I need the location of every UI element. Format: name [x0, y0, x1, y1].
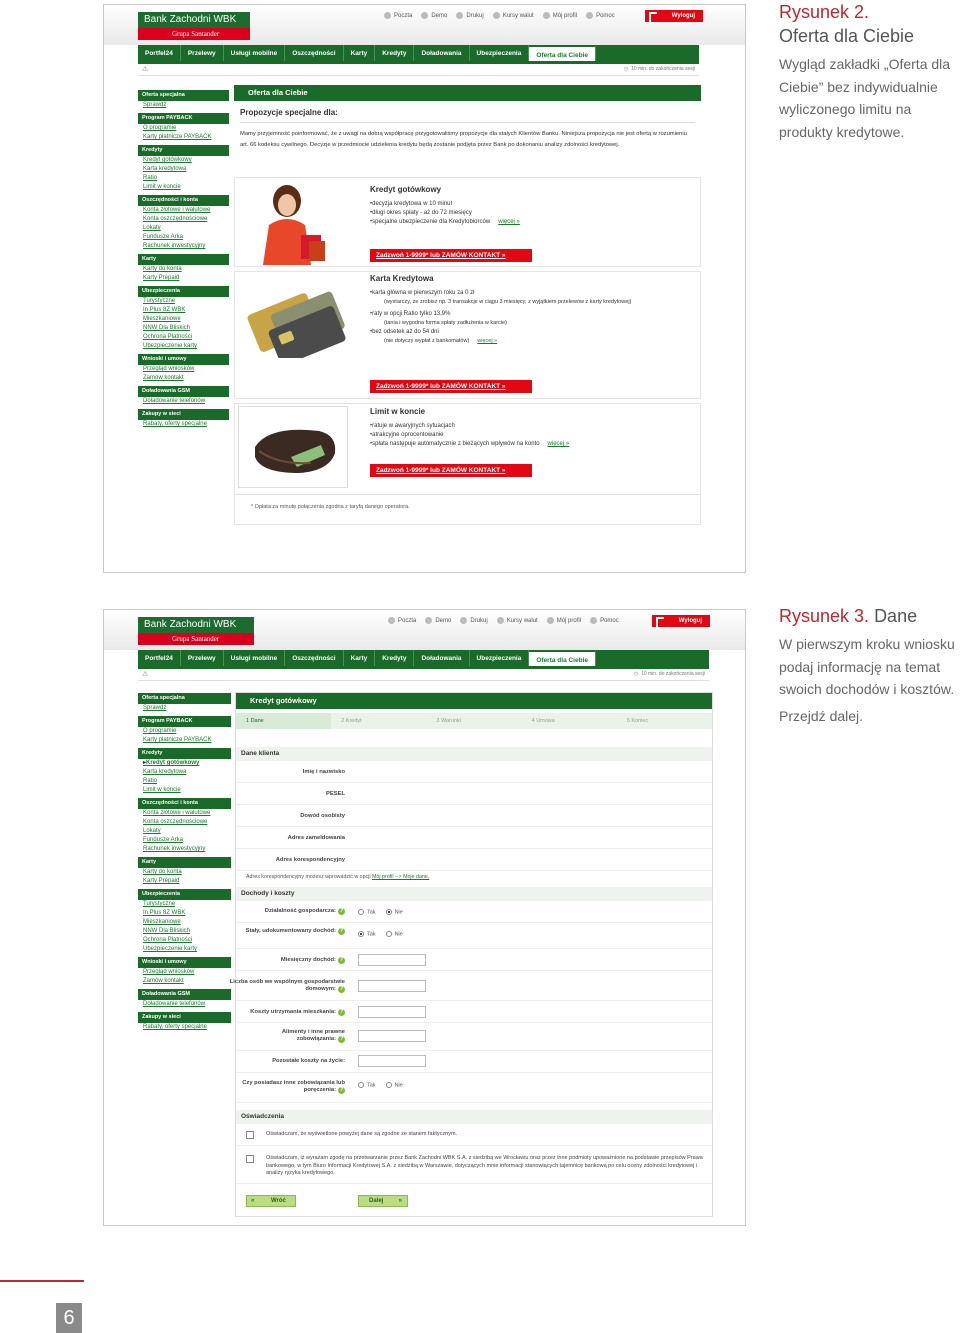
step-kredyt: 2 Kredyt	[341, 718, 362, 724]
sidebar-link[interactable]: Zamów kontakt	[143, 375, 184, 381]
form-header: Kredyt gotówkowy	[236, 693, 712, 709]
help-icon	[590, 617, 597, 624]
sidebar-link[interactable]: Mieszkaniowe	[143, 316, 181, 322]
footnote-box	[234, 495, 701, 525]
sidebar-link[interactable]: Ubezpieczenie karty	[143, 343, 198, 349]
form-row	[236, 1150, 712, 1184]
sidebar-header[interactable]: Ubezpieczenia	[138, 286, 229, 297]
mail-icon	[384, 12, 391, 19]
radio-no[interactable]	[386, 931, 392, 937]
product-bullets	[370, 289, 690, 346]
product-card	[234, 177, 701, 267]
caption-text: W pierwszym kroku wniosku podaj informację na temat swoich dochodów i kosztów.	[779, 636, 955, 697]
print-icon	[460, 617, 467, 624]
correspondence-note: Adres korespondencyjny możesz wprowadzić w opcji Mój profil --> Moje dane.	[246, 874, 430, 880]
sidebar-header[interactable]: Karty	[138, 857, 231, 868]
top-link-demo[interactable]: Demo	[421, 12, 447, 19]
sidebar-link[interactable]: NNW Dla Bliskich	[143, 928, 191, 934]
product-title: Kredyt gotówkowy	[370, 185, 442, 194]
tab-portfel24[interactable]: Portfel24	[138, 650, 181, 666]
sidebar-link[interactable]: Lokaty	[143, 225, 161, 231]
offer-subheader	[240, 108, 695, 151]
product-content	[370, 185, 690, 259]
footnote: * Opłata za minutę połączenia zgodna z taryfą danego operatora.	[251, 504, 410, 510]
sidebar-link[interactable]: Fundusze Arka	[143, 837, 184, 843]
session-timer: ◷ 10 min. do zakończenia sesji	[634, 671, 705, 677]
consent-text: Oświadczam, iż wyrażam zgodę na przetwarzanie przez Bank Zachodni WBK S.A. z siedzibą we Wrocławiu oraz przez inne podmioty upoważnione na podstawie przepisów Prawa bankowego, w tym Biuro Informacji Kredytowej S.A. z siedzibą w Warszawie, dotyczących mnie informacji stanowiących tajemnicę bankową po celu oceny zdolności kredytowej i analizy ryzyka kredytowego.	[266, 1155, 703, 1176]
sidebar-header[interactable]: Oferta specjalna	[138, 693, 231, 704]
bank-group: Grupa Santander	[138, 633, 254, 645]
caption-text-2: Przejdź dalej.	[779, 707, 864, 724]
alimony-label: Alimenty i inne prawne zobowiązania: ?	[281, 1029, 345, 1042]
top-link-mail[interactable]: Poczta	[384, 12, 412, 19]
declaration-checkbox[interactable]	[246, 1131, 254, 1139]
top-link-profile[interactable]: Mój profil	[543, 12, 577, 19]
product-card	[234, 403, 701, 495]
top-link-demo[interactable]: Demo	[425, 617, 451, 624]
sidebar-header[interactable]: Oszczędności i konta	[138, 195, 229, 206]
pesel-label: PESEL	[325, 791, 345, 797]
help-icon	[586, 12, 593, 19]
household-label: Liczba osób we wspólnym gospodarstwie domowym: ?	[229, 979, 345, 992]
main-tabs	[138, 45, 699, 64]
gear-icon	[543, 12, 550, 19]
tab-uslugi-mobilne[interactable]: Usługi mobilne	[224, 45, 286, 61]
sidebar-link[interactable]: Konta oszczędnościowe	[143, 819, 208, 825]
sidebar-header[interactable]: Ubezpieczenia	[138, 889, 231, 900]
sidebar-link[interactable]: Przegląd wniosków	[143, 969, 195, 975]
gear-icon	[547, 617, 554, 624]
product-bullet: • ratuje w awaryjnych sytuacjach	[370, 422, 690, 431]
sidebar-link[interactable]: Turystyczne	[143, 901, 176, 907]
radio-yes[interactable]	[358, 931, 364, 937]
form-row	[236, 1023, 712, 1051]
bank-name: Bank Zachodni WBK	[138, 12, 250, 28]
profile-link[interactable]: Mój profil --> Moje dane.	[372, 874, 430, 880]
sidebar-link[interactable]: Konta złotowe i walutowe	[143, 207, 211, 213]
warning-icon: ⚠	[142, 671, 149, 678]
next-button[interactable]: Dalej »	[358, 1195, 408, 1207]
sidebar-link[interactable]: Sprawdź	[143, 705, 167, 711]
tab-karty[interactable]: Karty	[344, 45, 376, 61]
help-icon[interactable]: ?	[339, 1009, 344, 1015]
main-tabs	[138, 650, 709, 669]
correspondence-label: Adres korespondencyjny	[275, 857, 345, 863]
other-costs-input[interactable]	[358, 1055, 426, 1067]
sidebar-link[interactable]: Konta oszczędnościowe	[143, 216, 208, 222]
caption-title: Oferta dla Ciebie	[779, 26, 915, 46]
sidebar-link[interactable]: Przegląd wniosków	[143, 366, 195, 372]
sidebar-link[interactable]: In Plus 8Z WBK	[143, 910, 186, 916]
sidebar-link[interactable]: Ubezpieczenie karty	[143, 946, 198, 952]
sidebar-header[interactable]: Doładowania GSM	[138, 386, 229, 397]
product-bullet: • raty w opcji Ratio tylko 13,9%	[370, 310, 690, 319]
form-row	[236, 827, 712, 849]
session-timer: ◷ 10 min. do zakończenia sesji	[624, 66, 695, 72]
product-title: Karta Kredytowa	[370, 274, 434, 283]
form-row	[236, 901, 712, 923]
print-icon	[456, 12, 463, 19]
loan-form	[229, 692, 713, 1217]
screenshot-offer	[103, 4, 746, 573]
sidebar-link[interactable]: Ratio	[143, 778, 158, 784]
help-icon[interactable]: ?	[339, 1036, 344, 1042]
warning-icon: ⚠	[142, 66, 149, 73]
sidebar-link[interactable]: Karta kredytowa	[143, 769, 187, 775]
sidebar-link[interactable]: Konta złotowe i walutowe	[143, 810, 211, 816]
next-arrow-icon: »	[398, 1198, 402, 1204]
step-warunki: 3 Warunki	[436, 718, 461, 724]
other-debts-radio[interactable]: Tak Nie	[358, 1082, 403, 1088]
sidebar-header[interactable]: Program PAYBACK	[138, 716, 231, 727]
sidebar-link[interactable]: Karty do konta	[143, 266, 182, 272]
fixed-income-label: Stały, udokumentowany dochód: ?	[245, 928, 344, 934]
product-content	[370, 407, 690, 474]
product-note: (nie dotyczy wypłat z bankomatów) więcej »	[384, 338, 498, 344]
form-row	[236, 1001, 712, 1023]
form-row	[236, 849, 712, 871]
tab-ubezpieczenia[interactable]: Ubezpieczenia	[470, 45, 530, 61]
sidebar	[138, 87, 229, 429]
rates-icon	[493, 12, 500, 19]
address-label: Adres zameldowania	[287, 835, 345, 841]
more-link[interactable]: więcej »	[498, 219, 520, 225]
sidebar-link[interactable]: Limit w koncie	[143, 787, 181, 793]
help-icon[interactable]: ?	[339, 986, 344, 992]
product-bullet: • specjalne ubezpieczenie dla Kredytobiorców więcej »	[370, 218, 690, 227]
sidebar-link[interactable]: Ochrona Płatności	[143, 937, 193, 943]
monthly-income-label: Miesięczny dochód: ?	[280, 957, 344, 963]
sidebar-link[interactable]: Lokaty	[143, 828, 161, 834]
tab-ubezpieczenia[interactable]: Ubezpieczenia	[470, 650, 530, 666]
sidebar	[138, 690, 231, 1032]
form-row	[236, 805, 712, 827]
bank-name: Bank Zachodni WBK	[138, 617, 254, 633]
declaration-text: Oświadczam, że wyświetlone powyżej dane są zgodne ze stanem faktycznym.	[266, 1131, 458, 1137]
step-umowa: 4 Umowa	[531, 718, 555, 724]
caption-text: Wygląd zakładki „Oferta dla Ciebie” bez indywidualnie wyliczonego limitu na produkty kredytowe.	[779, 56, 951, 140]
radio-yes[interactable]	[358, 909, 364, 915]
top-bar	[104, 5, 745, 45]
tab-oferta[interactable]: Oferta dla Ciebie	[529, 45, 596, 61]
tab-doladowania[interactable]: Doładowania	[414, 45, 469, 61]
consent-checkbox[interactable]	[246, 1155, 254, 1163]
name-label: Imię i nazwisko	[302, 769, 345, 775]
step-dane: 1 Dane	[236, 713, 331, 729]
tab-portfel24[interactable]: Portfel24	[138, 45, 181, 61]
bank-group: Grupa Santander	[138, 28, 250, 40]
contact-button[interactable]: Zadzwoń 1-9999* lub ZAMÓW KONTAKT »	[370, 380, 532, 393]
sidebar-header[interactable]: Wnioski i umowy	[138, 354, 229, 365]
top-link-help[interactable]: Pomoc	[590, 617, 619, 624]
offer-main	[234, 85, 701, 525]
product-content	[370, 274, 690, 390]
sidebar-header[interactable]: Program PAYBACK	[138, 113, 229, 124]
sidebar-link[interactable]: Rachunek inwestycyjny	[143, 243, 206, 249]
top-links	[388, 617, 619, 624]
business-radio[interactable]: Tak Nie	[358, 909, 403, 915]
tab-doladowania[interactable]: Doładowania	[414, 650, 469, 666]
form-row	[236, 783, 712, 805]
caption-figure-2	[779, 604, 960, 727]
product-note: (wystarczy, że zrobisz np. 3 transakcje w ciągu 3 miesięcy, z wyjątkiem przelewów z karty kredytowej)	[384, 299, 632, 305]
sidebar-header[interactable]: Doładowania GSM	[138, 989, 231, 1000]
other-debts-label: Czy posiadasz inne zobowiązania lub poręczenia: ?	[242, 1080, 345, 1093]
sidebar-link[interactable]: Mieszkaniowe	[143, 919, 181, 925]
housing-input[interactable]	[358, 1006, 426, 1018]
sidebar-link[interactable]: Doładowanie telefonów	[143, 1001, 206, 1007]
radio-yes[interactable]	[358, 1082, 364, 1088]
other-costs-label: Pozostałe koszty na życie:	[272, 1058, 345, 1064]
sidebar-link[interactable]: Limit w koncie	[143, 184, 181, 190]
sidebar-header[interactable]: Oszczędności i konta	[138, 798, 231, 809]
product-bullet: • bez odsetek aż do 54 dni	[370, 328, 690, 337]
monthly-income-input[interactable]	[358, 954, 426, 966]
logout-button[interactable]: Wyloguj	[645, 10, 703, 22]
tab-kredyty[interactable]: Kredyty	[375, 650, 414, 666]
step-koniec: 5 Koniec	[626, 718, 649, 724]
id-label: Dowód osobisty	[300, 813, 345, 819]
help-icon[interactable]: ?	[339, 928, 344, 934]
form-row	[236, 1073, 712, 1103]
sidebar-link[interactable]: Ratio	[143, 175, 158, 181]
top-link-help[interactable]: Pomoc	[586, 12, 615, 19]
product-bullet: • długi okres spłaty - aż do 72 miesięcy	[370, 209, 690, 218]
sidebar-link[interactable]: Zamów kontakt	[143, 978, 184, 984]
rates-icon	[497, 617, 504, 624]
top-link-rates[interactable]: Kursy walut	[497, 617, 538, 624]
top-links	[384, 12, 615, 19]
mail-icon	[388, 617, 395, 624]
radio-no[interactable]	[386, 1082, 392, 1088]
help-icon[interactable]: ?	[339, 957, 344, 963]
sidebar-header[interactable]: Wnioski i umowy	[138, 957, 231, 968]
top-bar	[104, 610, 745, 650]
sidebar-header[interactable]: Zakupy w sieci	[138, 1012, 231, 1023]
sidebar-link[interactable]: Rachunek inwestycyjny	[143, 846, 206, 852]
woman-shopping-image	[243, 183, 337, 265]
caption-figure-1	[779, 0, 960, 143]
tab-oszczednosci[interactable]: Oszczędności	[285, 45, 343, 61]
form-row	[236, 949, 712, 971]
section-client: Dane klienta	[236, 747, 712, 761]
product-card	[234, 271, 701, 399]
fixed-income-radio[interactable]: Tak Nie	[358, 931, 403, 937]
sidebar-link[interactable]: Ochrona Płatności	[143, 334, 193, 340]
wallet-image	[238, 406, 348, 488]
sidebar-link[interactable]: Rabaty, oferty specjalne	[143, 1024, 207, 1030]
back-button[interactable]: « Wróć	[246, 1195, 296, 1207]
session-bar	[138, 669, 709, 681]
product-bullet: • decyzja kredytowa w 10 minut	[370, 200, 690, 209]
sidebar-link[interactable]: O programie	[143, 125, 177, 131]
sidebar-link[interactable]: Karty Prepaid	[143, 275, 180, 281]
offer-intro: Mamy przyjemność poinformować, że z uwagi na dobrą współpracę przygotowaliśmy propozycje dla stałych Klientów Banku. Niniejsza propozycja nie jest ofertą w rozumieniu art. 66 kodeksu cywilnego. Decyzje w przedmiocie udzielenia kredytu będą zostanie podjęta przez Bank po dokonaniu analizy zdolności kredytowej.	[240, 131, 687, 148]
section-declarations: Oświadczenia	[236, 1110, 712, 1124]
demo-icon	[425, 617, 432, 624]
sidebar-link[interactable]: ▸ Kredyt gotówkowy	[138, 759, 231, 768]
caption-label: Rysunek 3. Dane	[779, 606, 918, 626]
bank-logo	[138, 617, 254, 645]
contact-button[interactable]: Zadzwoń 1-9999* lub ZAMÓW KONTAKT »	[370, 249, 532, 262]
product-note: (tania i wygodna forma spłaty zadłużenia w karcie)	[384, 320, 507, 326]
sidebar-link[interactable]: O programie	[143, 728, 177, 734]
sidebar-header[interactable]: Kredyty	[138, 145, 229, 156]
page-number: 6	[56, 1303, 82, 1333]
sidebar-link[interactable]: Karty płatnicze PAYBACK	[143, 134, 212, 140]
form-steps	[236, 713, 712, 729]
tab-uslugi-mobilne[interactable]: Usługi mobilne	[224, 650, 286, 666]
radio-no[interactable]	[386, 909, 392, 915]
logout-button[interactable]: Wyloguj	[652, 615, 710, 627]
sidebar-link[interactable]: Karty płatnicze PAYBACK	[143, 737, 212, 743]
household-input[interactable]	[358, 980, 426, 992]
help-icon[interactable]: ?	[339, 1087, 344, 1093]
top-link-print[interactable]: Drukuj	[456, 12, 483, 19]
form-row	[236, 1051, 712, 1073]
alimony-input[interactable]	[358, 1030, 426, 1042]
caption-label: Rysunek 2.	[779, 2, 870, 22]
product-title: Limit w koncie	[370, 407, 426, 416]
session-bar	[138, 64, 699, 76]
contact-button[interactable]: Zadzwoń 1-9999* lub ZAMÓW KONTAKT »	[370, 464, 532, 477]
product-bullet: • atrakcyjne oprocentowanie	[370, 431, 690, 440]
sidebar-link[interactable]: In Plus 8Z WBK	[143, 307, 186, 313]
section-income: Dochody i koszty	[236, 887, 712, 901]
product-bullets	[370, 200, 690, 227]
product-bullet: • karta główna w pierwszym roku za 0 zł	[370, 289, 690, 298]
top-link-print[interactable]: Drukuj	[460, 617, 487, 624]
sidebar-header[interactable]: Oferta specjalna	[138, 90, 229, 101]
sidebar-header[interactable]: Zakupy w sieci	[138, 409, 229, 420]
more-link[interactable]: więcej »	[547, 441, 570, 447]
tab-karty[interactable]: Karty	[344, 650, 376, 666]
product-bullet: • spłata następuje automatycznie z bieżących wpływów na konto więcej »	[370, 440, 690, 449]
form-row	[229, 971, 712, 1001]
tab-przelewy[interactable]: Przelewy	[181, 650, 224, 666]
sidebar-link[interactable]: Sprawdź	[143, 102, 167, 108]
sidebar-header[interactable]: Karty	[138, 254, 229, 265]
sidebar-link[interactable]: Karty do konta	[143, 869, 182, 875]
form-row	[236, 923, 712, 949]
offer-header: Oferta dla Ciebie	[234, 85, 701, 101]
sidebar-link[interactable]: Turystyczne	[143, 298, 176, 304]
screenshot-form	[103, 609, 746, 1226]
sidebar-link[interactable]: Rabaty, oferty specjalne	[143, 421, 207, 427]
sidebar-link[interactable]: Karty Prepaid	[143, 878, 180, 884]
tab-kredyty[interactable]: Kredyty	[375, 45, 414, 61]
sidebar-link[interactable]: Doładowanie telefonów	[143, 398, 206, 404]
footer-rule	[0, 1280, 84, 1282]
top-link-profile[interactable]: Mój profil	[547, 617, 581, 624]
form-row	[236, 761, 712, 783]
sidebar-link[interactable]: Karta kredytowa	[143, 166, 187, 172]
tab-oferta[interactable]: Oferta dla Ciebie	[529, 650, 596, 666]
housing-label: Koszty utrzymania mieszkania: ?	[250, 1009, 344, 1015]
bank-logo	[138, 12, 250, 40]
sidebar-link[interactable]: NNW Dla Bliskich	[143, 325, 191, 331]
more-link[interactable]: więcej »	[477, 338, 498, 344]
top-link-mail[interactable]: Poczta	[388, 617, 416, 624]
form-row	[236, 1124, 712, 1146]
offer-subtitle: Propozycje specjalne dla:	[240, 108, 695, 123]
product-bullets	[370, 422, 690, 449]
credit-cards-image	[243, 280, 347, 358]
top-link-rates[interactable]: Kursy walut	[493, 12, 534, 19]
back-arrow-icon: «	[251, 1198, 255, 1204]
business-label: Działalność gospodarcza: ?	[264, 908, 344, 914]
tab-oszczednosci[interactable]: Oszczędności	[285, 650, 343, 666]
sidebar-link[interactable]: Kredyt gotówkowy	[143, 157, 192, 163]
demo-icon	[421, 12, 428, 19]
sidebar-link[interactable]: Fundusze Arka	[143, 234, 184, 240]
sidebar-header[interactable]: Kredyty	[138, 748, 231, 759]
help-icon[interactable]: ?	[339, 908, 344, 914]
tab-przelewy[interactable]: Przelewy	[181, 45, 224, 61]
